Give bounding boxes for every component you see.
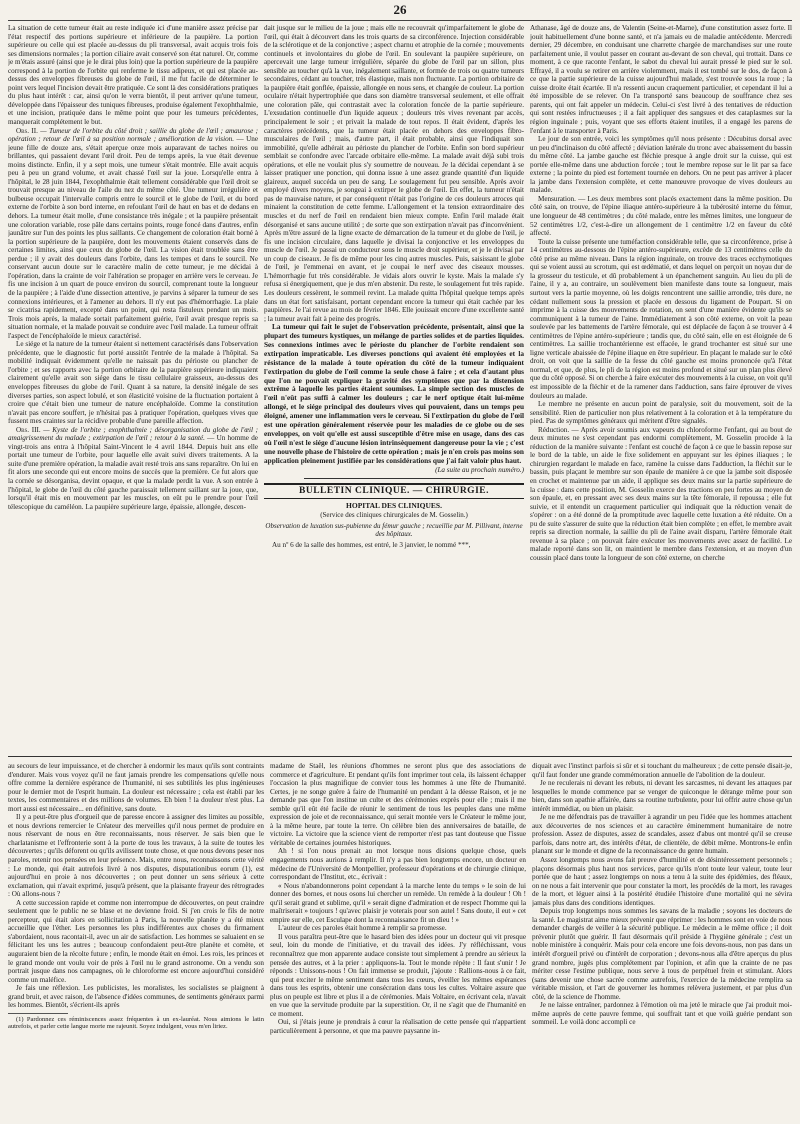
service-subheading: (Service des cliniques chirurgicales de M. Gosselin.) <box>320 511 468 520</box>
paragraph: Il y a peut-être plus d'orgueil que de paresse encore à assigner des limites au possible, et nous devrions remercier le Créateur des merveilles qu'il nous permet de produire en nous réservant de nous en être reconnaissants, nous réserver. Je sais bien que le charlatanisme et l'effronterie sont à la porte de tous les travaux, à la suite de toutes les découvertes ; qu'ils déforent ou qu'ils avilissent toute chose, et que nous devons peser nos paroles, retenir nos pensées en leur présence. Mais, entre nous, reconnaissons cette vérité : Le monde, qui était autrefois livré à nos disputes, disputationibus eorum (1), est aujourd'hui en proie à nos découvertes ; on peut donner un sens sérieux à cette exclamation, qui n'avait exprimé, jusqu'à présent, que la plaisante frayeur des rétrogrades : Où allons-nous ? <box>8 813 264 899</box>
paragraph: Je ne me défendrais pas de travailler à agrandir un peu l'idée que les hommes attachent aux découvertes de nos sciences et au caractère éminemment humanitaire de notre profession. Assez de disputes, assez de scandales, assez d'abus ont montré qu'il se creuse parfois, dans notre art, des intérêts d'état, de clientèle, de débit même. Montrons-le enfin planant sur le monde et digne de la reconnaissance du genre humain. <box>532 813 792 856</box>
hospital-heading: HOPITAL DES CLINIQUES. <box>346 500 442 510</box>
observation-label: Obs. III. <box>16 425 41 434</box>
paragraph: diquait avec l'instinct parfois si sûr et si touchant du malheureux ; de cette pensée disait-je, qu'il faut fonder une grande commémoration annuelle de l'abolition de la douleur. <box>532 762 792 779</box>
paragraph: Il vous paraîtra peut-être que le hasard bien des idées pour un docteur qui vit presque seul, loin du monde de l'initiative, et du travail des idées. J'y réfléchissant, vous reconnaîtrez que mon apparente audace consiste tout simplement à prendre au sérieux la pensée des autres, et à la prier : appliquons-la. Tout le monde répète : Il faut s'unir ! Je réponds : Unissons-nous ! On fait immense se produit, j'ajoute : Rallions-nous à ce fait, qui peut exciter le même sentiment dans tous les cœurs, éveiller les mêmes espérances dans tous les esprits, obtenir une consécration dans tous les cultes. Voltaire assure que plus on peuple est libre et plus il a de cérémonies. Mais Voltaire, en écrivant cela, n'avait en vue que la servitude produite par la superstition. Or, il ne s'agit que de l'humanité en ce moment. <box>270 932 526 1018</box>
paragraph: Athanase, âgé de douze ans, de Valentin (Seine-et-Marne), d'une constitution assez forte. Il jouit habituellement d'une bonne santé, et n'a jamais eu de maladie antécédente. Mercredi dernier, 29 décembre, en conduisant une charrette chargée de marchandises sur une route parfaitement unie, il voulut passer en courant au-devant de son cheval, qui trottait. Dans ce moment, à ce que raconte l'enfant, le sabot du cheval lui aurait pressé le pied sur le sol. Effrayé, il a voulu se retirer en arrière violemment, mais il est tombé sur le dos, de façon à ce que la partie supérieure de la cuisse aujourd'hui malade, s'est trouvée sous la roue ; la cuisse droite était écartée. Il n'a ressenti aucun craquement particulier, et cependant il lui a été impossible de se relever. On l'a transporté sans beaucoup de souffrance chez ses parents, qui ont fait appeler un médecin. Celui-ci s'est livré à des tentatives de réduction qui sont restées infructueuses ; il a fait appliquer des sangsues et des cataplasmes sur la région inguinale ; puis, voyant que ses efforts étaient inutiles, il a engagé les parens de l'enfant à le transporter à Paris. <box>530 24 792 135</box>
paragraph: Réduction. — Après avoir soumis aux vapeurs du chloroforme l'enfant, qui au bout de deux minutes ne s'est cependant pas endormi complètement, M. Gosselin procède à la réduction de la manière suivante : l'enfant est couché de façon à ce que le bassin repose sur le bord de la table, un aide le fixe solidement en appuyant sur les épines iliaques ; le chirurgien regardant le malade en face, ramène la cuisse dans l'adduction, la fléchit sur le bassin, puis plaçant le membre sur son épaule de manière à ce que la jambe soit disposée en crochet et maintenue par un aide, il applique ses deux mains sur la partie supérieure de la cuisse : dans cette position, M. Gosselin exerce des tractions en peu fortes au moyen de son épaule, et, en pressant avec ses deux mains sur la tête fémorale, il repoussa ; elle fut suivie, et il entendit un craquement particulier qui indiquait que la réduction venait de s'opérer : on a été donné de la promptitude avec laquelle cette luxation a été réduite. On a pu de suite s'assurer de suite que la réduction était bien complète ; en effet, le membre avait repris sa direction normale, la saillie du pli de l'aine avait disparu, l'artère fémorale était revenue à sa place ; on pouvait faire exécuter les mouvements avec assez de facilité. Le malade reporté dans son lit, on maintient le membre dans l'extension, et au moyen d'un coussin placé dans toute la longueur de son côté externe, on cherche <box>530 425 792 562</box>
paragraph: Le siége et la nature de la tumeur étaient si nettement caractérisés dans l'observation précédente, que le diagnostic fut porté aussitôt l'entrée de la malade à l'hôpital. Sa mobilité indiquait évidemment qu'elle ne naissait pas du périoste ou plancher de l'orbite ; et ses rapports avec la portion orbitaire de la paupière supérieure indiquaient clairement qu'elle avait son siége dans le tissu cellulaire graisseux, au-dessus des enveloppes fibreuses du globe de l'œil. Quant à sa nature, la densité inégale de ses diverses parties, son aspect lobulé, et son élasticité voisine de la fluctuation portaient à croire que c'était bien une tumeur de nature encéphaloïde. Comme la constitution n'avait pas encore souffert, je n'hésitai pas à pratiquer l'opération, quelques vives que fussent mes craintes sur la récidive probable d'une pareille affection. <box>8 340 258 426</box>
page-number: 26 <box>393 2 407 17</box>
observation-paragraph <box>8 127 258 341</box>
footnote-rule <box>8 1013 68 1014</box>
bottom-column-3 <box>532 762 792 1118</box>
paragraph: A cette succession rapide et comme non interrompue de découvertes, on peut craindre seulement que le public ne se blase et ne devienne froid. Si j'en crois le fils de notre percepteur, qui était alors en sollicitation à Paris, la nouvelle planète y a été mieux accueillie que l'éther. Les personnes les plus indifférentes aux choses du firmament s'abordaient, nous racontait-il, avec un air de satisfaction. Les hommes se saluaient en se félicitant les uns les autres ; beaucoup confondaient peut-être planète et comète, et auguraient bien de la récolte future ; enfin, le monde était en émoi. Les rois, les princes et le grand monde ont voulu voir de près à l'œil nu le grand astronome. On a vendu son portrait jusque dans nos campagnes, où le chloroforme est encore aujourd'hui considéré comme un maléfice. <box>8 898 264 984</box>
paragraph: Le membre ne présente en aucun point de paralysie, soit du mouvement, soit de la sensibilité. Rien de particulier non plus relativement à la coloration et à la température du pied. Pas de symptômes généraux qui méritent d'être signalés. <box>530 400 792 426</box>
top-column-2 <box>264 24 524 754</box>
paragraph: Oui, si j'étais jeune je prendrais à cœur la réalisation de cette pensée qui n'appartient particulièrement à personne, et que ma pauvre paysanne in- <box>270 1018 526 1035</box>
observation-subheading: Observation de luxation sus-pubienne du fémur gauche ; recueillie par M. Pillivant, interne des hôpitaux. <box>265 521 523 539</box>
continuation-note: (La suite au prochain numéro.) <box>435 465 524 474</box>
observation-title: — Tumeur de l'orbite du côté droit ; saillie du globe de l'œil ; amaurose ; opération ; retour de l'œil à sa position normale ; amélioration de la vision. <box>8 126 258 144</box>
footnote: (1) Pardonnez ces réminiscences assez fréquentes à un ex-lauréat. Nous aimions le latin autrefois, et parler cette langue morte me rajeunit. Soyez indulgent, vous m'en liriez. <box>8 1015 264 1031</box>
bottom-columns <box>8 762 792 1118</box>
observation-label: Obs. II. <box>16 126 38 135</box>
paragraph: Mensuration. — Les deux membres sont placés exactement dans la même position. Du côté sain, on trouve, de l'épine iliaque antéro-supérieure à la tubérosité interne du fémur, une longueur de 48 centimètres ; du côté malade, entre les mêmes limites, une longueur de 52 centimètres 1/2, c'est-à-dire un allongement de 1 centimètre 1/2 en faveur du côté affecté. <box>530 194 792 238</box>
paragraph: Le jour de son entrée, voici les symptômes qu'il nous présente : Décubitus dorsal avec un peu d'inclinaison du côté affecté ; déviation latérale du tronc avec abaissement du bassin du même côté. La jambe gauche est fléchie presque à angle droit sur la cuisse, qui est portée elle-même dans une abduction forcée ; tout le membre repose sur le lit par sa face externe ; la pointe du pied est fortement tournée en dehors. On ne peut pas arriver à placer la jambe dans l'extension complète, et cette manœuvre provoque de vives douleurs au malade. <box>530 135 792 195</box>
paragraph: Je fais une réflexion. Les publicistes, les moralistes, les socialistes se plaignent à grand bruit, et avec raison, de l'absence d'idées communes, de sentiments généraux parmi les hommes. Bientôt, s'écrient-ils après <box>8 984 264 1010</box>
paragraph: au secours de leur impuissance, et de chercher à endormir les maux qu'ils sont contraints d'endurer. Mais vous voyez qu'il ne faut jamais prendre les compensations qu'elle nous offre comme la dernière espérance de l'humanité, ni ses subtilités les plus ingénieuses pour le dernier mot de l'esprit humain. La douleur est nécessaire ; cela est établi par les textes, les commentaires et des millions de volumes. Eh bien ! la douleur n'est plus. La mort aussi est nécessaire... en définitive, sans doute. <box>8 762 264 813</box>
observation-text: — Une jeune fille de douze ans, s'était aperçue onze mois auparavant de taches noires ou brillantes, qui passaient devant l'œil droit. Peu de temps après, la vue était devenue moins distincte. Enfin, il y a sept mois, une tumeur s'était montrée. Elle avait acquis peu à peu un grand volume, et avait chassé l'œil sur la joue. Lorsqu'elle entra à l'hôpital, le 28 juin 1844, l'exophthalmie était tellement considérable que l'œil droit se trouvait presque au niveau de l'aile du nez du même côté. Une tumeur irrégulière et bulbeuse occupait l'intervalle compris entre le sourcil et le globe de l'œil, et du bord externe de l'orbite à son bord interne, en refoulant l'œil de haut en bas et de dedans en dehors. La tumeur était molle, d'une consistance très inégale ; et la paupière présentait une coloration variable, rose pâle dans certains points, rouge foncé dans d'autres, enfin jaunâtre sur l'un des points les plus saillants. Ce changement de coloration était borné à la portion supérieure de la paupière, dont les mouvements étaient conservés dans de certaines limites, ainsi que ceux du globe de l'œil. La vision était troublée sans être perdue ; il y avait des douleurs dans l'orbite, dans les tempes et dans le sourcil. Ne conservant aucun doute sur le caractère malin de cette tumeur, je me décidai à l'opération, dans la crainte de voir l'altération se propager en arrière vers le cerveau. Je fis une incision à un quart de pouce environ du sourcil, comprenant toute la longueur de la paupière ; à l'aide d'une dissection attentive, je parvins à séparer la tumeur de ses connexions intérieures, et à l'amener au dehors. Il n'y eut pas d'hémorrhagie. La plaie se cicatrisa rapidement, excepté dans un point, qui resta fistuleux pendant un mois. Trois mois après, la malade sortait parfaitement guérie, l'œil avait presque repris sa situation normale, et la malade pouvait se conduire avec l'œil malade. La tumeur offrait l'aspect de l'encéphaloïde le mieux caractérisé. <box>8 135 258 340</box>
paragraph: Je ne laisse entraîner, pardonnez à l'émotion où ma jeté le miracle que j'ai produit moi-même auprès de cette pauvre femme, qui souffrait tant et que voilà guérie pendant son sommeil. Le voilà donc accompli ce <box>532 1001 792 1027</box>
paragraph: madame de Staël, les réunions d'hommes ne seront plus que des associations de commerce et d'agriculture. Et pendant qu'ils font imprimer tout cela, ils laissent échapper l'occasion la plus magnifique de convier tous les hommes à une fête de l'humanité. Certes, je ne songe guère à faire de l'humanité un pendant à la déesse Raison, et je ne demande pas que l'on institue un culte et des cérémonies exprès pour elle ; mais il me semble qu'il eût été facile de réunir le sentiment de tous les peuples dans une même expression de joie et de reconnaissance, qui serait montée vers le Créateur le même jour, à la même heure, par toute la terre. On célèbre bien des anniversaires de bataille, de victoire. La victoire que la science vient de remporter n'est pas tant douteuse que l'issue véritable de certaines journées historiques. <box>270 762 526 847</box>
paragraph: Depuis trop longtemps nous sommes les savans de la maladie ; soyons les docteurs de la santé. Le magistrat aime mieux prévenir que réprimer : les hommes sont en voie de nous demander chargés de veiller à la sécurité publique. Le médecin a le même office ; il doit prévenir plutôt que guérir. Il faut désormais qu'il préside à l'hygiène générale ; c'est un noble ministère à conquérir. Mais pour cela encore une fois devons-nous, non pas dans un intérêt d'orgueil privé ou d'intérêt de corporation ; devons-nous alla d'être aperçus du plus grand nombre, jugés plus complétement par l'opinion, et afin que la crainte de ne pas mériter cesse l'estime publique, nous serve à tous de perpétuel frein et stimulant. Alors (sans devenir une chose sacrée comme autrefois, l'exercice de la médecine remplira sa véritable mission, et l'art de gouverner les hommes relèvera justement, et par plus d'un côté, de la science de l'homme. <box>532 907 792 1001</box>
paragraph: Ah ! si l'on nous prenait au mot lorsque nous disions quelque chose, quels engagements nous aurions à remplir. Il n'y a pas bien longtemps encore, un docteur en médecine de l'Université de Montpellier, professeur d'opérations et de chirurgie clinique, correspondant de l'Institut, etc., écrivait : <box>270 847 526 882</box>
paragraph: Au nº 6 de la salle des hommes, est entré, le 3 janvier, le nommé ***, <box>272 540 471 549</box>
bottom-column-2 <box>270 762 526 1118</box>
paragraph: Assez longtemps nous avons fait preuve d'humilité et de désintéressement personnels ; plaçons désormais plus haut nos services, parce qu'ils n'ont toute leur valeur, toute leur portée que de haut ; assez longtemps on nous a tenu à la suite des épidémies, des fléaux, on ne nous a fait intervenir que pour constater la mort, les procédés de la mort, les ravages de la mort, et léguer ainsi à la postérité étudiée l'histoire d'une mortalité qui ne sévira jamais plus dans des conditions identiques. <box>532 856 792 907</box>
observation-title: — Kyste de l'orbite ; exophthalmie ; désorganisation du globe de l'œil ; amaigrissement du malade ; extirpation de l'œil ; retour à la santé. <box>8 425 258 443</box>
paragraph: La tumeur qui fait le sujet de l'observation précédente, présentait, ainsi que la plupart des tumeurs kystiques, un mélange de parties solides et de parties liquides. Ses connexions intimes avec le périoste du plancher de l'orbite rendaient son extirpation impraticable. Les diverses ponctions qui avaient été employées et la résistance de la malade à toute opération du côté de la tumeur indiquaient l'extirpation du globe de l'œil comme la seule chose à faire ; et cela d'autant plus que l'on ne pouvait expliquer la gravité des symptômes que par la distension extrême à laquelle les parties étaient soumises. La simple section des muscles de l'œil n'eût pas suffi à calmer les douleurs ; car le nerf optique était lui-même allongé, et le siége principal des douleurs vives qui pouvaient, dans un temps peu éloigné, amener une inflammation vers le cerveau. Si l'extirpation du globe de l'œil est une opération généralement réservée pour les maladies de ce globe ou de ses enveloppes, on voit qu'elle est aussi susceptible d'être mise en usage, dans des cas où l'œil n'est le siége d'aucune lésion intrinsèquement dangereuse pour la vie ; c'est une nouvelle phase de l'histoire de cette opération ; mais je n'en crois pas moins son application pleinement justifiée par les considérations que j'ai fait valoir plus haut. <box>264 322 524 465</box>
top-column-1 <box>8 24 258 754</box>
paragraph: L'auteur de ces paroles était homme à remplir sa promesse. <box>278 924 447 933</box>
observation-paragraph <box>8 426 258 511</box>
paragraph: Je ne reculerais ni devant les rebuts, ni devant les sarcasmes, ni devant les attaques par lesquelles le monde commence par se venger de quiconque le dérange même pour son bien, dans son apathie affairée, dans sa routine turbulente, pour lui offrir autre chose qu'un intérêt immédiat, ou bien un plaisir. <box>532 779 792 813</box>
observation-text: — Un homme de vingt-trois ans entra à l'hôpital Saint-Vincent le 4 avril 1844. Depuis huit ans elle portait une tumeur de l'orbite, pour laquelle elle avait suivi divers traitements. A la suite d'une première opération, la maladie avait resté trois ans sans reparaître. On lui en fit alors une seconde qui eut encore moins de succès que la première. Ce fut alors que la cornée se désorganisa, devint opaque, et que la malade perdit la vue. A son entrée à l'hôpital, le globe de l'œil du côté gauche paraissait tellement saillant sur la joue, que, lorsqu'il était mis en mouvement par les muscles, on eût pu le prendre pour l'œil télescopique du caméléon. La paupière supérieure large, épaissie, allongée, descen- <box>8 434 258 511</box>
bulletin-heading: BULLETIN CLINIQUE. — CHIRURGIE. <box>264 483 524 499</box>
paragraph: Toute la cuisse présente une tuméfaction considérable telle, que sa circonférence, prise à 14 centimètres au-dessous de l'épine antéro-supérieure, excède de 13 centimètres celle du côté prise au même niveau. Dans la région inguinale, on trouve des traces ecchymotiques qui se voient aussi au scrotum, qui est œdématié, et dans lequel on perçoit un noyau dur de la grosseur du testicule, et dû probablement à un épanchement sanguin. Au lieu du pli de l'aine, il y a, au contraire, un soulèvement bien manifeste dans toute sa longueur, mais surtout vers la partie moyenne, où les doigts rencontrent une saillie arrondie, très dure, ne cédant nullement sous la pression et placée en dessous du ligament de Poupart. Si on imprime à la cuisse des mouvements de rotation, on sent d'une manière évidente qu'ils se communiquent à la tumeur de l'aine. Immédiatement à son côté externe, on voit la peau soulevée par les battements de l'artère fémorale, qui est déplacée de façon à se trouver à 4 centimètres de l'épine antéro-supérieure ; tandis que, du côté sain, elle en est éloignée de 6 centimètres. La saillie trochantérienne est effacée, le grand trochanter est situé sur une ligne verticale abaissée de l'épine iliaque en être supérieur. En plaçant le malade sur le côté droit, on voit que la saillie de la fesse du côté gauche est moins prononcée qu'à l'état normal, et que, de plus, le pli de la région est moins profond et situé sur un plan plus élevé que du côté opposé. Si on cherche à faire exécuter des mouvements à la cuisse, on voit qu'il est impossible de la fléchir et de la ramener dans l'adduction, sans faire éprouver de vives douleurs au malade. <box>530 237 792 400</box>
paragraph: dait jusque sur le milieu de la joue ; mais elle ne recouvrait qu'imparfaitement le globe de l'œil, qui était à découvert dans les trois quarts de sa circonférence. Injection considérable de la sclérotique et de la conjonctive ; aspect charnu et atrophie de la cornée ; mouvements continuels et involontaires du globe de l'œil. En soulevant la paupière supérieure, on apercevait une large tumeur irrégulière, séparée du globe de l'œil par un sillon, plus sensible au toucher qu'à la vue, inégalement saillante, et formée de trois ou quatre tumeurs secondaires, cédant au toucher, très élastique, mais non fluctuante. La portion orbitaire de la paupière était gonflée, épaissie, allongée en nous sens, et changée de couleur. La portion oculaire n'était hypertrophiée que dans son diamètre transversal seulement, et elle offrait une coloration pâle, qui contrastait avec la coloration foncée de la partie supérieure. L'exsudation continuelle d'un liquide aqueux ; douleurs très vives revenant par accès, principalement le soir ; et privait la malade de tout repos. Il était évident, d'après les caractères précédents, que la tumeur était placée en dehors des enveloppes fibro-musculaires de l'œil ; mais, d'autre part, il était probable, ainsi que l'indiquait son immobilité, qu'elle adhérait au périoste du plancher de l'orbite. Enfin son bord supérieur semblait se confondre avec l'arcade orbitaire elle-même. La malade avait déjà subi trois opérations, et elle ne voulait plus s'y soumettre de nouveau. Je la décidai cependant à se laisser pratiquer une ponction, qui donna issue à une assez grande quantité d'un liquide glaireux, auquel succéda un peu de sang. Le soulagement fut peu sensible. Après avoir employé divers moyens, je songeai à extirper le globe de l'œil. En effet, la tumeur n'était pas de mauvaise nature, et par conséquent n'était pas l'origine de ces douleurs atroces qui minaient la constitution de cette femme. L'allongement et la tension extraordinaire des muscles et du nerf de l'œil en rendaient bien mieux compte. Enfin l'œil malade était désorganisé et sans aucune utilité ; de sorte que son extirpation n'avait pas d'inconvénient. Après m'être assuré de la ligne exacte de démarcation de la tumeur et du globe de l'œil, je fis une incision circulaire, dans laquelle je divisai la conjonctive et les enveloppes du muscle de l'œil. Je passai un conducteur sous le muscle droit supérieur, et je le divisai par un coup de ciseaux. Je fis de même pour les cinq autres muscles. Puis, saisissant le globe de l'œil, je l'emmenai en avant, et je coupai le nerf avec des ciseaux mousses. L'hémorrhagie fut très considérable. Je vidais alors ouvrir le kyste. Mais la malade s'y refusa si énergiquement, que je dus m'en abstenir. Du reste, le soulagement fut très rapide. Les douleurs cessèrent, le sommeil revint. La malade quitta l'hôpital quelque temps après dans un état fort satisfaisant, portant cependant encore la tumeur qui était cachée par les paupières. Je l'ai revue au mois de février 1846. Elle jouissait encore d'une excellente santé ; la tumeur avait fait à peine des progrès. <box>264 24 524 323</box>
section-divider <box>8 756 792 757</box>
paragraph: La situation de cette tumeur était au reste indiquée ici d'une manière assez précise par l'état respectif des portions supérieure et inférieure de la paupière. La portion supérieure ou celle qui est placée au-dessus du pli transversal, avait acquis trois fois ses dimensions normales ; la portion ciliaire avait conservé son état naturel. Or, comme je m'étais assuré (ainsi que je le dirai plus loin) que la portion supérieure de la paupière correspond à la portion de l'orbite qui renferme le tissu adipeux, et qui est placée au-dessus des enveloppes fibreuses du globe de l'œil, il me fut facile de déterminer le point vers lequel l'incision devait être pratiquée. Ce sont là des considérations pratiques du plus haut intérêt : car, ainsi qu'on le verra bientôt, il peut arriver qu'une tumeur, développée dans l'épaisseur des tuniques fibreuses, produise également l'exophthalmie, et une incision, pratiquée dans le même point que pour les tumeurs précédentes, manquerait complétement le but. <box>8 24 258 127</box>
top-columns <box>8 24 792 754</box>
section-rule <box>304 478 484 479</box>
header-rule <box>8 20 792 21</box>
top-column-3 <box>530 24 792 754</box>
bottom-column-1 <box>8 762 264 1118</box>
paragraph: « Nous n'abandonnerons point cependant à la marche lente du temps » le soin de lui donner des bornes, et nous osons lui chercher un remède. Un remède à la douleur ! Oh ! qu'il serait grand et sublime, qu'il » serait digne d'admiration et de respect l'homme qui la maîtriserait » toujours ! qu'avec plaisir je voterais pour son autel ! Sans doute, il eut » cet empire sur elle, cet Esculape dont la reconnaissance fit un dieu ! » <box>270 881 526 924</box>
